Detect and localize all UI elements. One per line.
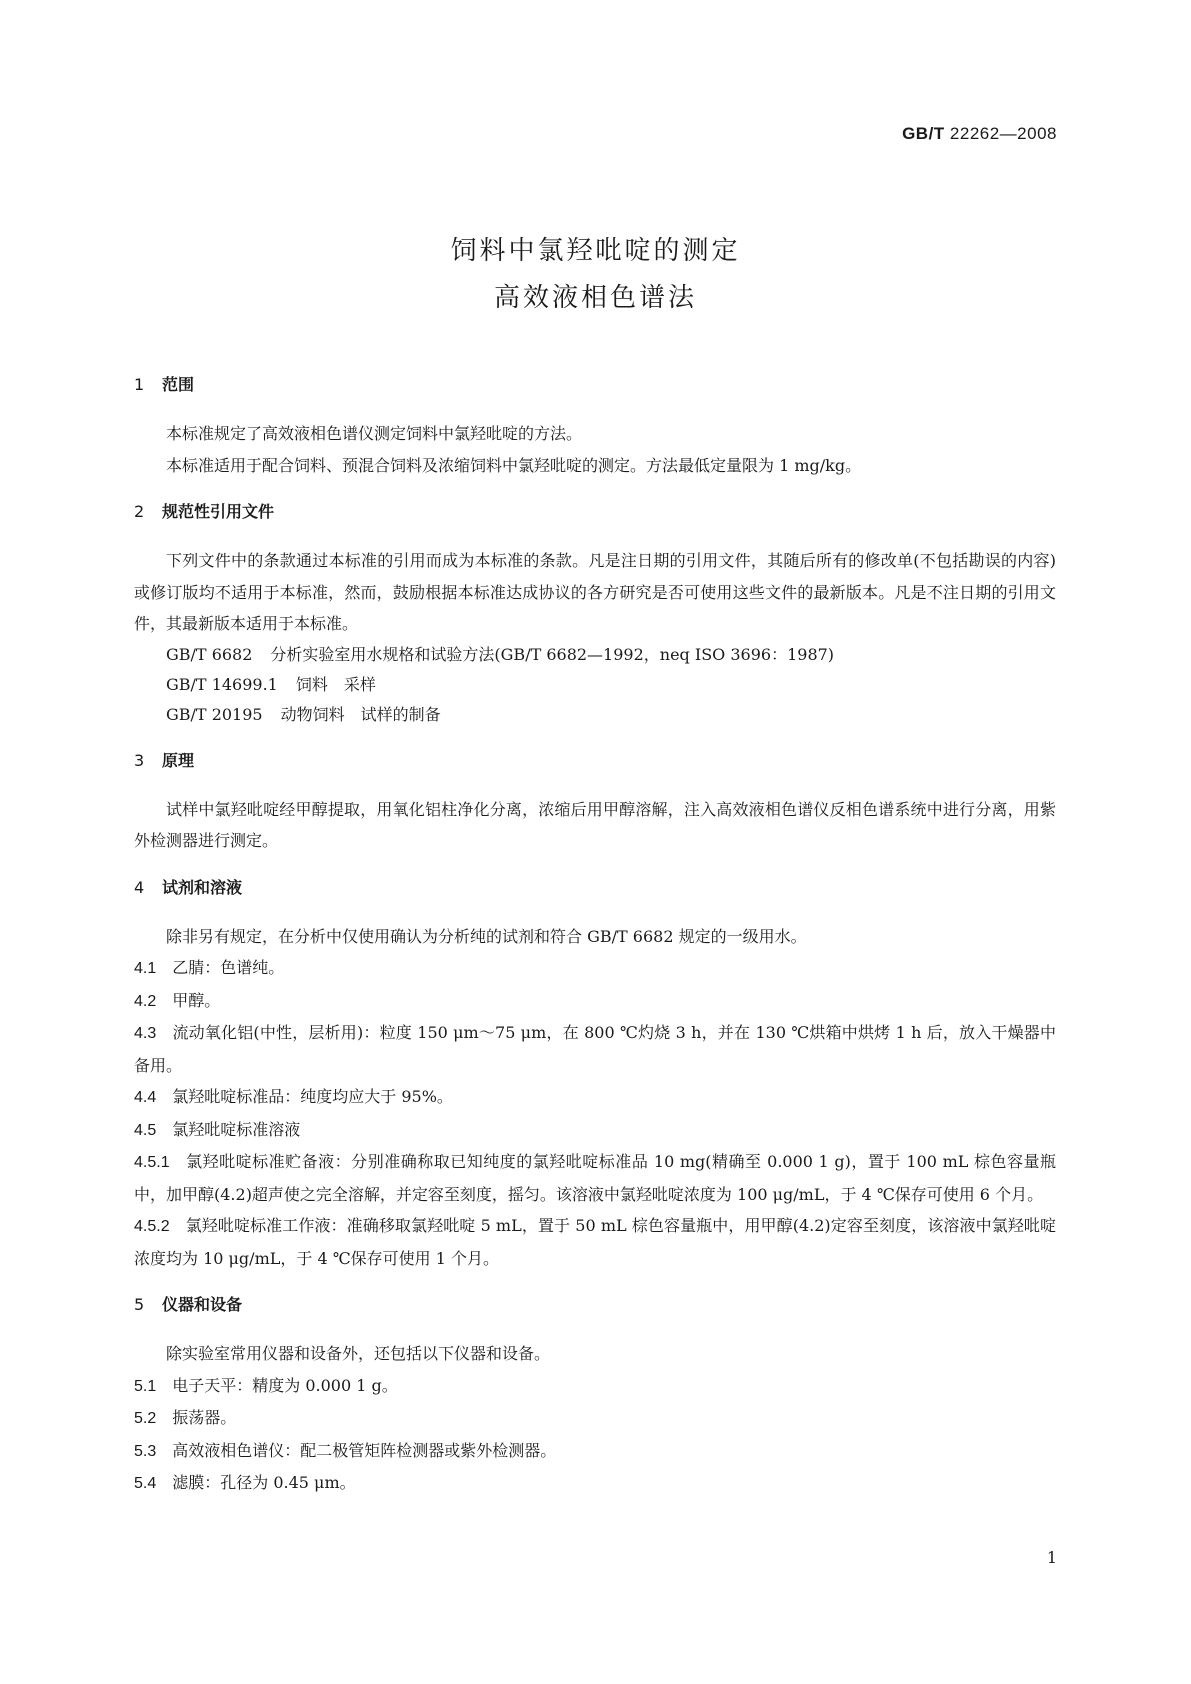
reference-code: GB/T 20195 — [166, 704, 263, 724]
clause — [134, 1210, 1056, 1274]
clause-number: 4.1 — [134, 960, 157, 977]
section-number: 2 — [134, 502, 145, 521]
clause-text: 氯羟吡啶标准工作液：准确移取氯羟吡啶 5 mL，置于 50 mL 棕色容量瓶中，用甲醇(4.2)定容至刻度，该溶液中氯羟吡啶浓度均为 10 μg/mL，于 4 ℃保存可使用 1 个月。 — [134, 1216, 1056, 1268]
section-heading-reagents — [134, 877, 1056, 899]
clause — [134, 1467, 1056, 1500]
section-title: 仪器和设备 — [162, 1295, 243, 1314]
clause-number: 5.4 — [134, 1475, 157, 1492]
section-number: 1 — [134, 375, 145, 394]
standard-code — [902, 124, 1057, 144]
clause-text: 高效液相色谱仪：配二极管矩阵检测器或紫外检测器。 — [172, 1440, 557, 1460]
reference-item — [134, 700, 1056, 730]
paragraph: 本标准适用于配合饲料、预混合饲料及浓缩饲料中氯羟吡啶的测定。方法最低定量限为 1 mg/kg。 — [166, 455, 862, 475]
clause-text: 流动氧化铝(中性，层析用)：粒度 150 μm～75 μm，在 800 ℃灼烧 3 h，并在 130 ℃烘箱中烘烤 1 h 后，放入干燥器中备用。 — [134, 1023, 1056, 1075]
section-heading-apparatus — [134, 1294, 1056, 1316]
reference-text: 动物饲料 试样的制备 — [280, 704, 441, 724]
document-subtitle: 高效液相色谱法 — [493, 283, 697, 313]
section-title: 试剂和溶液 — [162, 877, 243, 897]
section-heading-normative-references — [134, 501, 1056, 523]
paragraph: 下列文件中的条款通过本标准的引用而成为本标准的条款。凡是注日期的引用文件，其随后所有的修改单(不包括勘误的内容)或修订版均不适用于本标准，然而，鼓励根据本标准达成协议的各方研究是否可使用这些文件的最新版本。凡是不注日期的引用文件，其最新版本适用于本标准。 — [134, 551, 1056, 633]
clause-number: 4.2 — [134, 992, 157, 1010]
reference-item — [134, 670, 1056, 700]
clause — [134, 1435, 1056, 1468]
clause — [134, 1370, 1056, 1403]
clause-number: 4.5.1 — [134, 1154, 170, 1171]
clause-text: 电子天平：精度为 0.000 1 g。 — [172, 1375, 398, 1395]
reference-code: GB/T 14699.1 — [166, 674, 278, 694]
clause-number: 5.1 — [134, 1377, 157, 1395]
clause-number: 4.5 — [134, 1121, 157, 1139]
clause — [134, 985, 1056, 1018]
section-title: 规范性引用文件 — [162, 502, 275, 521]
clause-number: 4.3 — [134, 1025, 157, 1042]
clause-number: 4.5.2 — [134, 1218, 170, 1235]
paragraph: 除非另有规定，在分析中仅使用确认为分析纯的试剂和符合 GB/T 6682 规定的一级用水。 — [166, 926, 807, 946]
clause — [134, 1146, 1056, 1210]
paragraph: 除实验室常用仪器和设备外，还包括以下仪器和设备。 — [166, 1344, 551, 1363]
clause-text: 甲醇。 — [172, 990, 221, 1010]
reference-item — [134, 640, 1056, 670]
clause — [134, 1114, 1056, 1147]
reference-text: 分析实验室用水规格和试验方法(GB/T 6682—1992，neq ISO 3696：1987) — [270, 644, 835, 664]
section-number: 4 — [134, 877, 145, 897]
section-title: 范围 — [162, 375, 195, 394]
page-number: 1 — [1046, 1548, 1057, 1567]
clause-text: 氯羟吡啶标准溶液 — [172, 1119, 301, 1139]
clause-number: 5.3 — [134, 1442, 157, 1460]
paragraph: 本标准规定了高效液相色谱仪测定饲料中氯羟吡啶的方法。 — [166, 424, 583, 443]
standard-prefix: GB/T — [902, 124, 945, 143]
clause — [134, 1081, 1056, 1114]
clause — [134, 1017, 1056, 1081]
standard-number: 22262—2008 — [949, 124, 1057, 143]
clause-text: 乙腈：色谱纯。 — [172, 958, 285, 977]
document-title: 饲料中氯羟吡啶的测定 — [450, 236, 741, 266]
clause-text: 滤膜：孔径为 0.45 μm。 — [172, 1473, 356, 1492]
paragraph: 试样中氯羟吡啶经甲醇提取，用氧化铝柱净化分离，浓缩后用甲醇溶解，注入高效液相色谱仪反相色谱系统中进行分离，用紫外检测器进行测定。 — [134, 799, 1056, 850]
section-heading-scope — [134, 374, 1056, 396]
reference-text: 饲料 采样 — [295, 674, 376, 694]
clause-text: 氯羟吡啶标准贮备液：分别准确称取已知纯度的氯羟吡啶标准品 10 mg(精确至 0.000 1 g)，置于 100 mL 棕色容量瓶中，加甲醇(4.2)超声使之完全溶解，并定容至刻度，摇匀。该溶液中氯羟吡啶浓度为 100 μg/mL，于 4 ℃保存可使用 6 个月。 — [134, 1152, 1056, 1204]
clause — [134, 952, 1056, 985]
clause-text: 氯羟吡啶标准品：纯度均应大于 95%。 — [172, 1087, 453, 1106]
section-title: 原理 — [162, 750, 195, 770]
section-number: 3 — [134, 750, 145, 770]
clause-text: 振荡器。 — [172, 1408, 237, 1427]
document-body — [134, 374, 1056, 1500]
clause-number: 4.4 — [134, 1089, 157, 1106]
reference-code: GB/T 6682 — [166, 644, 253, 664]
clause-number: 5.2 — [134, 1410, 157, 1427]
section-heading-principle — [134, 750, 1056, 772]
clause — [134, 1402, 1056, 1435]
section-number: 5 — [134, 1295, 145, 1314]
